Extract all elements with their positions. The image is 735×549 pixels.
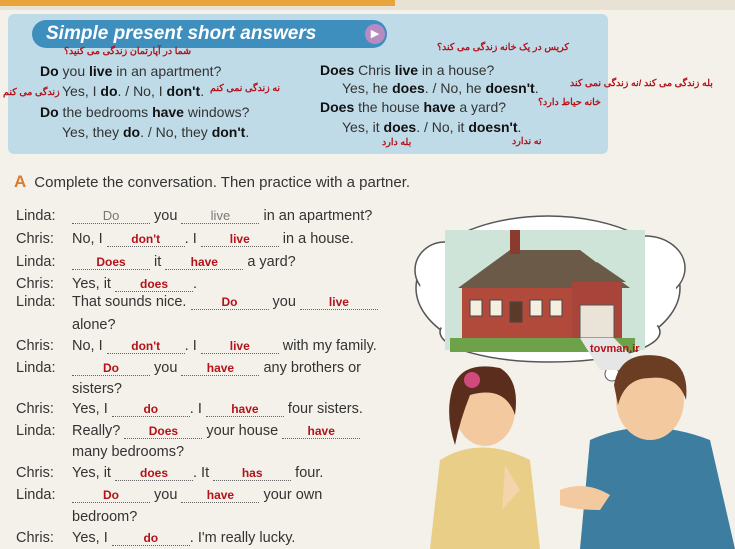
- line-text: your own: [259, 487, 323, 503]
- speaker-label: Linda:: [16, 254, 56, 270]
- top-accent-bar: [0, 0, 395, 6]
- answer-blank[interactable]: live: [201, 339, 279, 354]
- answer-blank[interactable]: Do: [72, 488, 150, 503]
- conversation-line: [16, 294, 378, 310]
- man-figure: [560, 355, 735, 549]
- conversation-line: [16, 530, 295, 546]
- exercise-letter: A: [14, 172, 27, 191]
- conversation-line: [16, 360, 361, 376]
- grammar-left-a2: Yes, they do. / No, they don't.: [62, 124, 250, 140]
- line-text: Yes, it: [72, 276, 115, 292]
- conversation-line: [16, 231, 354, 247]
- note-translation-no-has: نه ندارد: [512, 136, 542, 147]
- line-text: .: [193, 276, 198, 292]
- answer-blank[interactable]: have: [165, 255, 243, 270]
- conversation-line: [16, 509, 137, 525]
- line-text: No, I: [72, 338, 107, 354]
- conversation-line: [16, 423, 360, 439]
- note-translation-q1: شما در آپارتمان زندگی می کنید؟: [64, 46, 192, 57]
- line-text: your house: [202, 423, 283, 439]
- line-text: you: [268, 294, 300, 310]
- answer-blank[interactable]: don't: [107, 232, 185, 247]
- note-translation-q3: خانه حیاط دارد؟: [538, 97, 601, 108]
- line-text: you: [150, 208, 182, 224]
- speaker-label: Chris:: [16, 401, 54, 417]
- grammar-left-a1: Yes, I do. / No, I don't.: [62, 83, 205, 99]
- answer-blank[interactable]: live: [181, 209, 259, 224]
- line-text: . I: [184, 338, 201, 354]
- answer-blank[interactable]: has: [213, 466, 291, 481]
- speaker-label: Linda:: [16, 487, 56, 503]
- line-text: four.: [291, 465, 324, 481]
- answer-blank[interactable]: live: [300, 295, 378, 310]
- speaker-label: Chris:: [16, 530, 54, 546]
- grammar-left-q2: Do the bedrooms have windows?: [40, 104, 250, 120]
- speaker-label: Chris:: [16, 231, 54, 247]
- note-translation-yes-has: بله دارد: [382, 137, 412, 148]
- speaker-label: Linda:: [16, 294, 56, 310]
- answer-blank[interactable]: don't: [107, 339, 185, 354]
- conversation-line: [16, 317, 116, 333]
- answer-blank[interactable]: does: [115, 277, 193, 292]
- page-top-strip: [0, 0, 735, 10]
- grammar-title: Simple present short answers: [32, 20, 387, 48]
- note-translation-no: نه زندگی نمی کنم: [210, 83, 281, 94]
- answer-blank[interactable]: Do: [72, 209, 150, 224]
- watermark: tovman.ir: [590, 343, 640, 355]
- line-text: . I'm really lucky.: [189, 530, 296, 546]
- conversation-line: [16, 381, 122, 397]
- line-text: Really?: [72, 423, 125, 439]
- line-text: in a house.: [278, 231, 354, 247]
- line-text: many bedrooms?: [72, 444, 185, 460]
- line-text: That sounds nice.: [72, 294, 191, 310]
- answer-blank[interactable]: have: [181, 361, 259, 376]
- speaker-label: Linda:: [16, 360, 56, 376]
- answer-blank[interactable]: Do: [191, 295, 269, 310]
- grammar-left-q1: Do you live in an apartment?: [40, 63, 222, 79]
- speaker-label: Linda:: [16, 208, 56, 224]
- line-text: in an apartment?: [259, 208, 373, 224]
- line-text: a yard?: [243, 254, 296, 270]
- speaker-label: Chris:: [16, 276, 54, 292]
- line-text: it: [150, 254, 166, 270]
- conversation-line: [16, 276, 197, 292]
- speaker-label: Chris:: [16, 338, 54, 354]
- line-text: . It: [193, 465, 214, 481]
- line-text: with my family.: [278, 338, 377, 354]
- note-translation-q2: کریس در یک خانه زندگی می کند؟: [437, 42, 569, 53]
- answer-blank[interactable]: do: [112, 402, 190, 417]
- grammar-right-q1: Does Chris live in a house?: [320, 62, 495, 78]
- line-text: No, I: [72, 231, 107, 247]
- answer-blank[interactable]: Does: [124, 424, 202, 439]
- line-text: Yes, it: [72, 465, 115, 481]
- line-text: Yes, I: [72, 530, 112, 546]
- line-text: you: [150, 360, 182, 376]
- conversation-line: [16, 465, 323, 481]
- line-text: sisters?: [72, 381, 122, 397]
- line-text: Yes, I: [72, 401, 112, 417]
- answer-blank[interactable]: does: [115, 466, 193, 481]
- conversation-line: [16, 208, 372, 224]
- conversation-line: [16, 487, 322, 503]
- note-translation-yes: زندگی می کنم: [3, 87, 60, 98]
- conversation-line: [16, 401, 363, 417]
- exercise-instruction: Complete the conversation. Then practice with a partner.: [34, 174, 411, 191]
- answer-blank[interactable]: Does: [72, 255, 150, 270]
- grammar-right-q2: Does the house have a yard?: [320, 99, 507, 115]
- answer-blank[interactable]: live: [201, 232, 279, 247]
- conversation-line: [16, 254, 296, 270]
- answer-blank[interactable]: have: [206, 402, 284, 417]
- conversation-line: [16, 444, 184, 460]
- line-text: . I: [189, 401, 206, 417]
- answer-blank[interactable]: do: [112, 531, 190, 546]
- exercise-heading: [14, 172, 410, 192]
- speaker-label: Linda:: [16, 423, 56, 439]
- line-text: alone?: [72, 317, 116, 333]
- conversation-line: [16, 338, 377, 354]
- line-text: bedroom?: [72, 509, 138, 525]
- speaker-label: Chris:: [16, 465, 54, 481]
- line-text: you: [150, 487, 182, 503]
- grammar-right-a2: Yes, it does. / No, it doesn't.: [342, 119, 522, 135]
- note-translation-answer: بله زندگی می کند /نه زندگی نمی کند: [570, 78, 713, 89]
- answer-blank[interactable]: have: [282, 424, 360, 439]
- answer-blank[interactable]: Do: [72, 361, 150, 376]
- line-text: any brothers or: [259, 360, 361, 376]
- audio-play-icon[interactable]: ▶: [365, 24, 385, 44]
- illustration-couple-house: [410, 210, 735, 549]
- answer-blank[interactable]: have: [181, 488, 259, 503]
- line-text: four sisters.: [283, 401, 363, 417]
- grammar-right-a1: Yes, he does. / No, he doesn't.: [342, 80, 539, 96]
- woman-figure: [430, 366, 540, 549]
- line-text: . I: [184, 231, 201, 247]
